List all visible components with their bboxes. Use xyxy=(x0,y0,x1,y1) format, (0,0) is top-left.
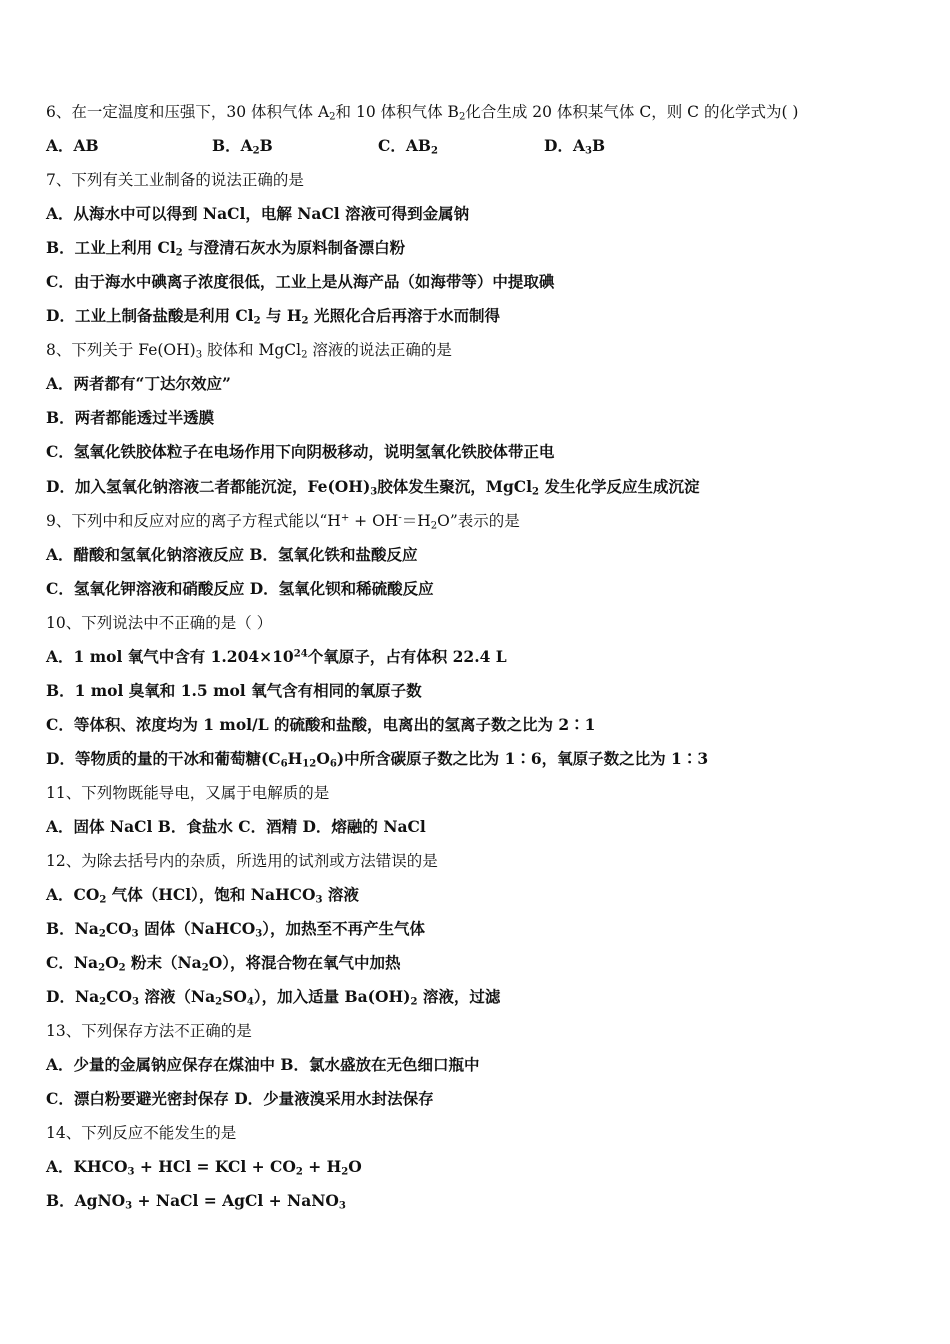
question-6-stem xyxy=(46,101,910,123)
text-run: A．KHCO xyxy=(46,1157,128,1176)
subscript: 2 xyxy=(201,962,209,974)
subscript: 2 xyxy=(329,111,336,123)
text-run: 6、在一定温度和压强下，30 体积气体 A xyxy=(46,103,330,121)
subscript: 2 xyxy=(430,145,438,157)
question-10-option-b xyxy=(46,680,910,702)
subscript: 2 xyxy=(98,928,106,940)
question-13-stem xyxy=(46,1020,910,1042)
text-run: B．Na xyxy=(46,919,99,938)
superscript: + xyxy=(340,512,350,524)
question-10-option-c xyxy=(46,714,910,736)
text-run: + NaCl = AgCl + NaNO xyxy=(132,1191,339,1210)
text-run: A．少量的金属钠应保存在煤油中 B．氯水盛放在无色细口瓶中 xyxy=(46,1055,480,1074)
question-7-option-c xyxy=(46,271,910,293)
superscript: - xyxy=(398,512,402,524)
text-run: A．醋酸和氢氧化钠溶液反应 B．氢氧化铁和盐酸反应 xyxy=(46,545,418,564)
text-run: D．工业上制备盐酸是利用 Cl xyxy=(46,306,254,325)
text-run: 11、下列物既能导电，又属于电解质的是 xyxy=(46,784,330,802)
text-run: 化合生成 20 体积某气体 C，则 C 的化学式为( ) xyxy=(465,103,799,121)
text-run: )中所含碳原子数之比为 1∶6，氧原子数之比为 1∶3 xyxy=(336,749,709,768)
text-run: 12、为除去括号内的杂质，所选用的试剂或方法错误的是 xyxy=(46,852,438,870)
subscript: 6 xyxy=(280,758,288,770)
option-a xyxy=(46,135,212,157)
question-8-option-b xyxy=(46,407,910,429)
text-run: B．工业上利用 Cl xyxy=(46,238,176,257)
text-run: A．两者都有“丁达尔效应” xyxy=(46,374,231,393)
text-run: A．CO xyxy=(46,885,100,904)
question-14-option-a xyxy=(46,1156,910,1178)
text-run: 9、下列中和反应对应的离子方程式能以“H xyxy=(46,512,341,530)
question-12-option-b xyxy=(46,918,910,940)
text-run: 7、下列有关工业制备的说法正确的是 xyxy=(46,171,304,189)
subscript: 2 xyxy=(175,247,183,259)
text-run: + HCl = KCl + CO xyxy=(134,1157,296,1176)
text-run: B xyxy=(591,136,606,155)
text-run: ＝H xyxy=(401,512,431,530)
subscript: 3 xyxy=(131,928,139,940)
question-14-option-b xyxy=(46,1190,910,1212)
option-d xyxy=(544,135,605,157)
text-run: 个氧原子，占有体积 22.4 L xyxy=(307,647,507,666)
subscript: 2 xyxy=(532,486,540,498)
text-run: O xyxy=(105,953,119,972)
question-7-option-d xyxy=(46,305,910,327)
text-run: + H xyxy=(302,1157,342,1176)
subscript: 2 xyxy=(301,315,309,327)
question-12-option-c xyxy=(46,952,910,974)
subscript: 2 xyxy=(252,145,260,157)
text-run: B．A xyxy=(212,136,253,155)
text-run: D．A xyxy=(544,136,585,155)
subscript: 2 xyxy=(215,996,223,1008)
option-b xyxy=(212,135,378,157)
question-13-options-ab xyxy=(46,1054,910,1076)
text-run: C．漂白粉要避光密封保存 D．少量液溴采用水封法保存 xyxy=(46,1089,434,1108)
text-run: A．AB xyxy=(46,136,99,155)
text-run: B．AgNO xyxy=(46,1191,126,1210)
text-run: 8、下列关于 Fe(OH) xyxy=(46,341,196,359)
subscript: 2 xyxy=(99,894,107,906)
subscript: 12 xyxy=(302,758,317,770)
subscript: 2 xyxy=(98,962,106,974)
text-run: O xyxy=(316,749,330,768)
text-run: C．等体积、浓度均为 1 mol/L 的硫酸和盐酸，电离出的氢离子数之比为 2∶1 xyxy=(46,715,596,734)
option-c xyxy=(378,135,544,157)
subscript: 2 xyxy=(458,111,466,123)
text-run: 10、下列说法中不正确的是（ ） xyxy=(46,614,273,632)
question-11-options xyxy=(46,816,910,838)
text-run: B．两者都能透过半透膜 xyxy=(46,408,215,427)
question-8-option-c xyxy=(46,441,910,463)
text-run: CO xyxy=(105,919,132,938)
subscript: 3 xyxy=(127,1166,135,1178)
question-11-stem xyxy=(46,782,910,804)
subscript: 3 xyxy=(584,145,592,157)
question-6-options xyxy=(46,135,910,157)
subscript: 2 xyxy=(295,1166,303,1178)
text-run: 与澄清石灰水为原料制备漂白粉 xyxy=(182,238,406,257)
question-9-options-cd xyxy=(46,578,910,600)
superscript: 24 xyxy=(293,648,308,660)
text-run: D．等物质的量的干冰和葡萄糖(C xyxy=(46,749,281,768)
question-7-stem xyxy=(46,169,910,191)
text-run: C．AB xyxy=(378,136,431,155)
question-8-option-d xyxy=(46,476,910,498)
subscript: 2 xyxy=(301,349,308,361)
subscript: 2 xyxy=(99,996,107,1008)
question-8-option-a xyxy=(46,373,910,395)
text-run: 溶液 xyxy=(322,885,359,904)
text-run: 溶液，过滤 xyxy=(417,987,501,1006)
subscript: 2 xyxy=(253,315,261,327)
question-9-stem xyxy=(46,510,910,532)
subscript: 3 xyxy=(125,1200,133,1212)
subscript: 2 xyxy=(430,520,438,532)
subscript: 2 xyxy=(410,996,418,1008)
question-8-stem xyxy=(46,339,910,361)
text-run: O”表示的是 xyxy=(437,512,520,530)
question-10-option-a xyxy=(46,646,910,668)
text-run: O），将混合物在氧气中加热 xyxy=(208,953,401,972)
text-run: 溶液（Na xyxy=(139,987,216,1006)
text-run: 13、下列保存方法不正确的是 xyxy=(46,1022,252,1040)
text-run: SO xyxy=(222,987,247,1006)
text-run: C．由于海水中碘离子浓度很低，工业上是从海产品（如海带等）中提取碘 xyxy=(46,272,555,291)
text-run: D．Na xyxy=(46,987,100,1006)
question-10-option-d xyxy=(46,748,910,770)
subscript: 3 xyxy=(132,996,140,1008)
text-run: 光照化合后再溶于水而制得 xyxy=(308,306,500,325)
subscript: 3 xyxy=(195,349,203,361)
text-run: H xyxy=(287,749,303,768)
text-run: CO xyxy=(106,987,133,1006)
text-run: 气体（HCl），饱和 NaHCO xyxy=(106,885,316,904)
text-run: 粉末（Na xyxy=(125,953,202,972)
text-run: 溶液的说法正确的是 xyxy=(307,341,452,359)
text-run: A．1 mol 氧气中含有 1.204×10 xyxy=(46,647,294,666)
text-run: 胶体和 MgCl xyxy=(202,341,302,359)
text-run: 和 10 体积气体 B xyxy=(335,103,459,121)
subscript: 2 xyxy=(341,1166,349,1178)
question-7-option-b xyxy=(46,237,910,259)
text-run: 固体（NaHCO xyxy=(138,919,256,938)
subscript: 4 xyxy=(246,996,254,1008)
subscript: 3 xyxy=(370,486,378,498)
question-12-option-d xyxy=(46,986,910,1008)
question-12-option-a xyxy=(46,884,910,906)
text-run: + OH xyxy=(349,512,399,530)
text-run: C．氢氧化钾溶液和硝酸反应 D．氢氧化钡和稀硫酸反应 xyxy=(46,579,434,598)
text-run: 发生化学反应生成沉淀 xyxy=(539,477,700,496)
text-run: C．Na xyxy=(46,953,99,972)
text-run: A．固体 NaCl B．食盐水 C．酒精 D．熔融的 NaCl xyxy=(46,817,426,836)
subscript: 3 xyxy=(255,928,263,940)
question-7-option-a xyxy=(46,203,910,225)
question-12-stem xyxy=(46,850,910,872)
text-run: 与 H xyxy=(260,306,302,325)
text-run: B xyxy=(259,136,273,155)
text-run: D．加入氢氧化钠溶液二者都能沉淀，Fe(OH) xyxy=(46,477,371,496)
text-run: A．从海水中可以得到 NaCl，电解 NaCl 溶液可得到金属钠 xyxy=(46,204,470,223)
text-run: 胶体发生聚沉，MgCl xyxy=(377,477,533,496)
text-run: O xyxy=(348,1157,362,1176)
question-10-stem xyxy=(46,612,910,634)
text-run: B．1 mol 臭氧和 1.5 mol 氧气含有相同的氧原子数 xyxy=(46,681,422,700)
text-run: 14、下列反应不能发生的是 xyxy=(46,1124,237,1142)
subscript: 6 xyxy=(329,758,337,770)
question-13-options-cd xyxy=(46,1088,910,1110)
text-run: C．氢氧化铁胶体粒子在电场作用下向阴极移动，说明氢氧化铁胶体带正电 xyxy=(46,442,555,461)
text-run: ），加热至不再产生气体 xyxy=(262,919,426,938)
subscript: 2 xyxy=(118,962,126,974)
subscript: 3 xyxy=(315,894,323,906)
question-9-options-ab xyxy=(46,544,910,566)
subscript: 3 xyxy=(338,1200,346,1212)
question-14-stem xyxy=(46,1122,910,1144)
text-run: ），加入适量 Ba(OH) xyxy=(253,987,411,1006)
